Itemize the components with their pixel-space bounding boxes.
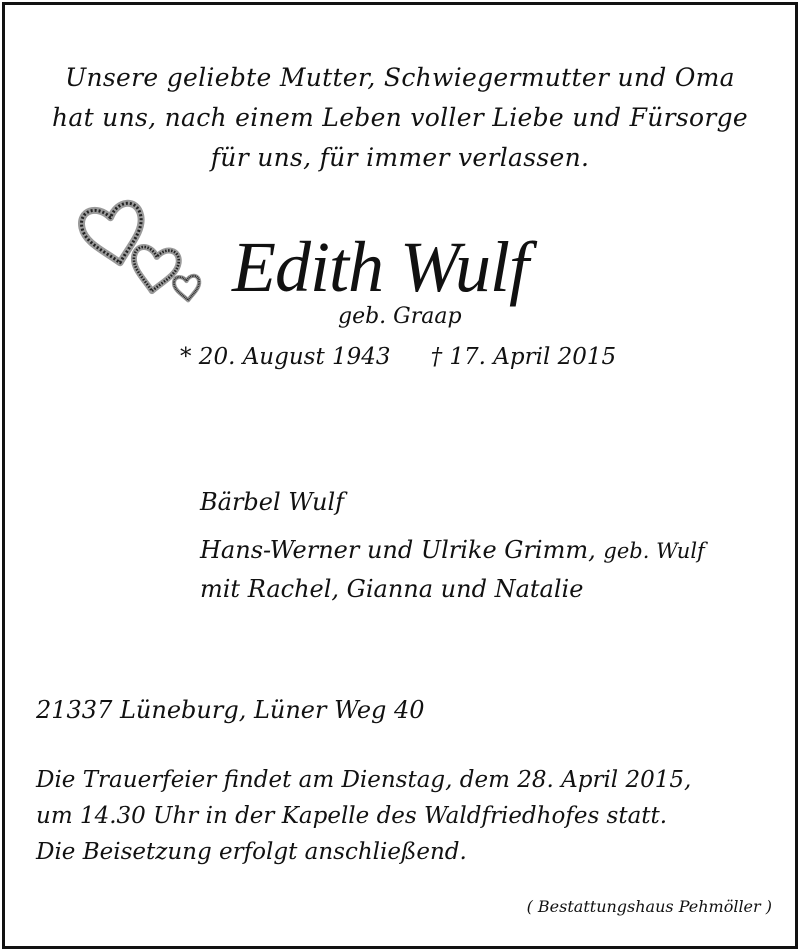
mourner-note: geb. Wulf [603,539,705,563]
mourner-line [200,531,705,570]
service-details [36,762,691,870]
life-dates [180,340,616,374]
address: 21337 Lüneburg, Lüner Weg 40 [36,696,425,724]
mourner-names: Hans-Werner und Ulrike Grimm, [200,536,596,564]
intro-line: Unsere geliebte Mutter, Schwiegermutter und Oma [65,63,735,92]
deceased-name: Edith Wulf [232,227,528,307]
maiden-name: geb. Graap [338,304,462,329]
mourners-list [200,483,705,608]
death-date: † 17. April 2015 [430,344,617,370]
intro-text [0,58,800,178]
service-line: Die Beisetzung erfolgt anschließend. [36,839,467,865]
intro-line: für uns, für immer verlassen. [210,143,590,172]
funeral-home: ( Bestattungshaus Pehmöller ) [526,897,772,916]
intro-line: hat uns, nach einem Leben voller Liebe und Fürsorge [51,103,749,132]
mourner-line: mit Rachel, Gianna und Natalie [200,575,584,603]
mourner-line: Bärbel Wulf [200,488,344,516]
birth-date: * 20. August 1943 [180,344,391,370]
hearts-icon [58,196,208,316]
service-line: Die Trauerfeier findet am Dienstag, dem 28. April 2015, [36,767,692,793]
service-line: um 14.30 Uhr in der Kapelle des Waldfriedhofes statt. [36,803,668,829]
